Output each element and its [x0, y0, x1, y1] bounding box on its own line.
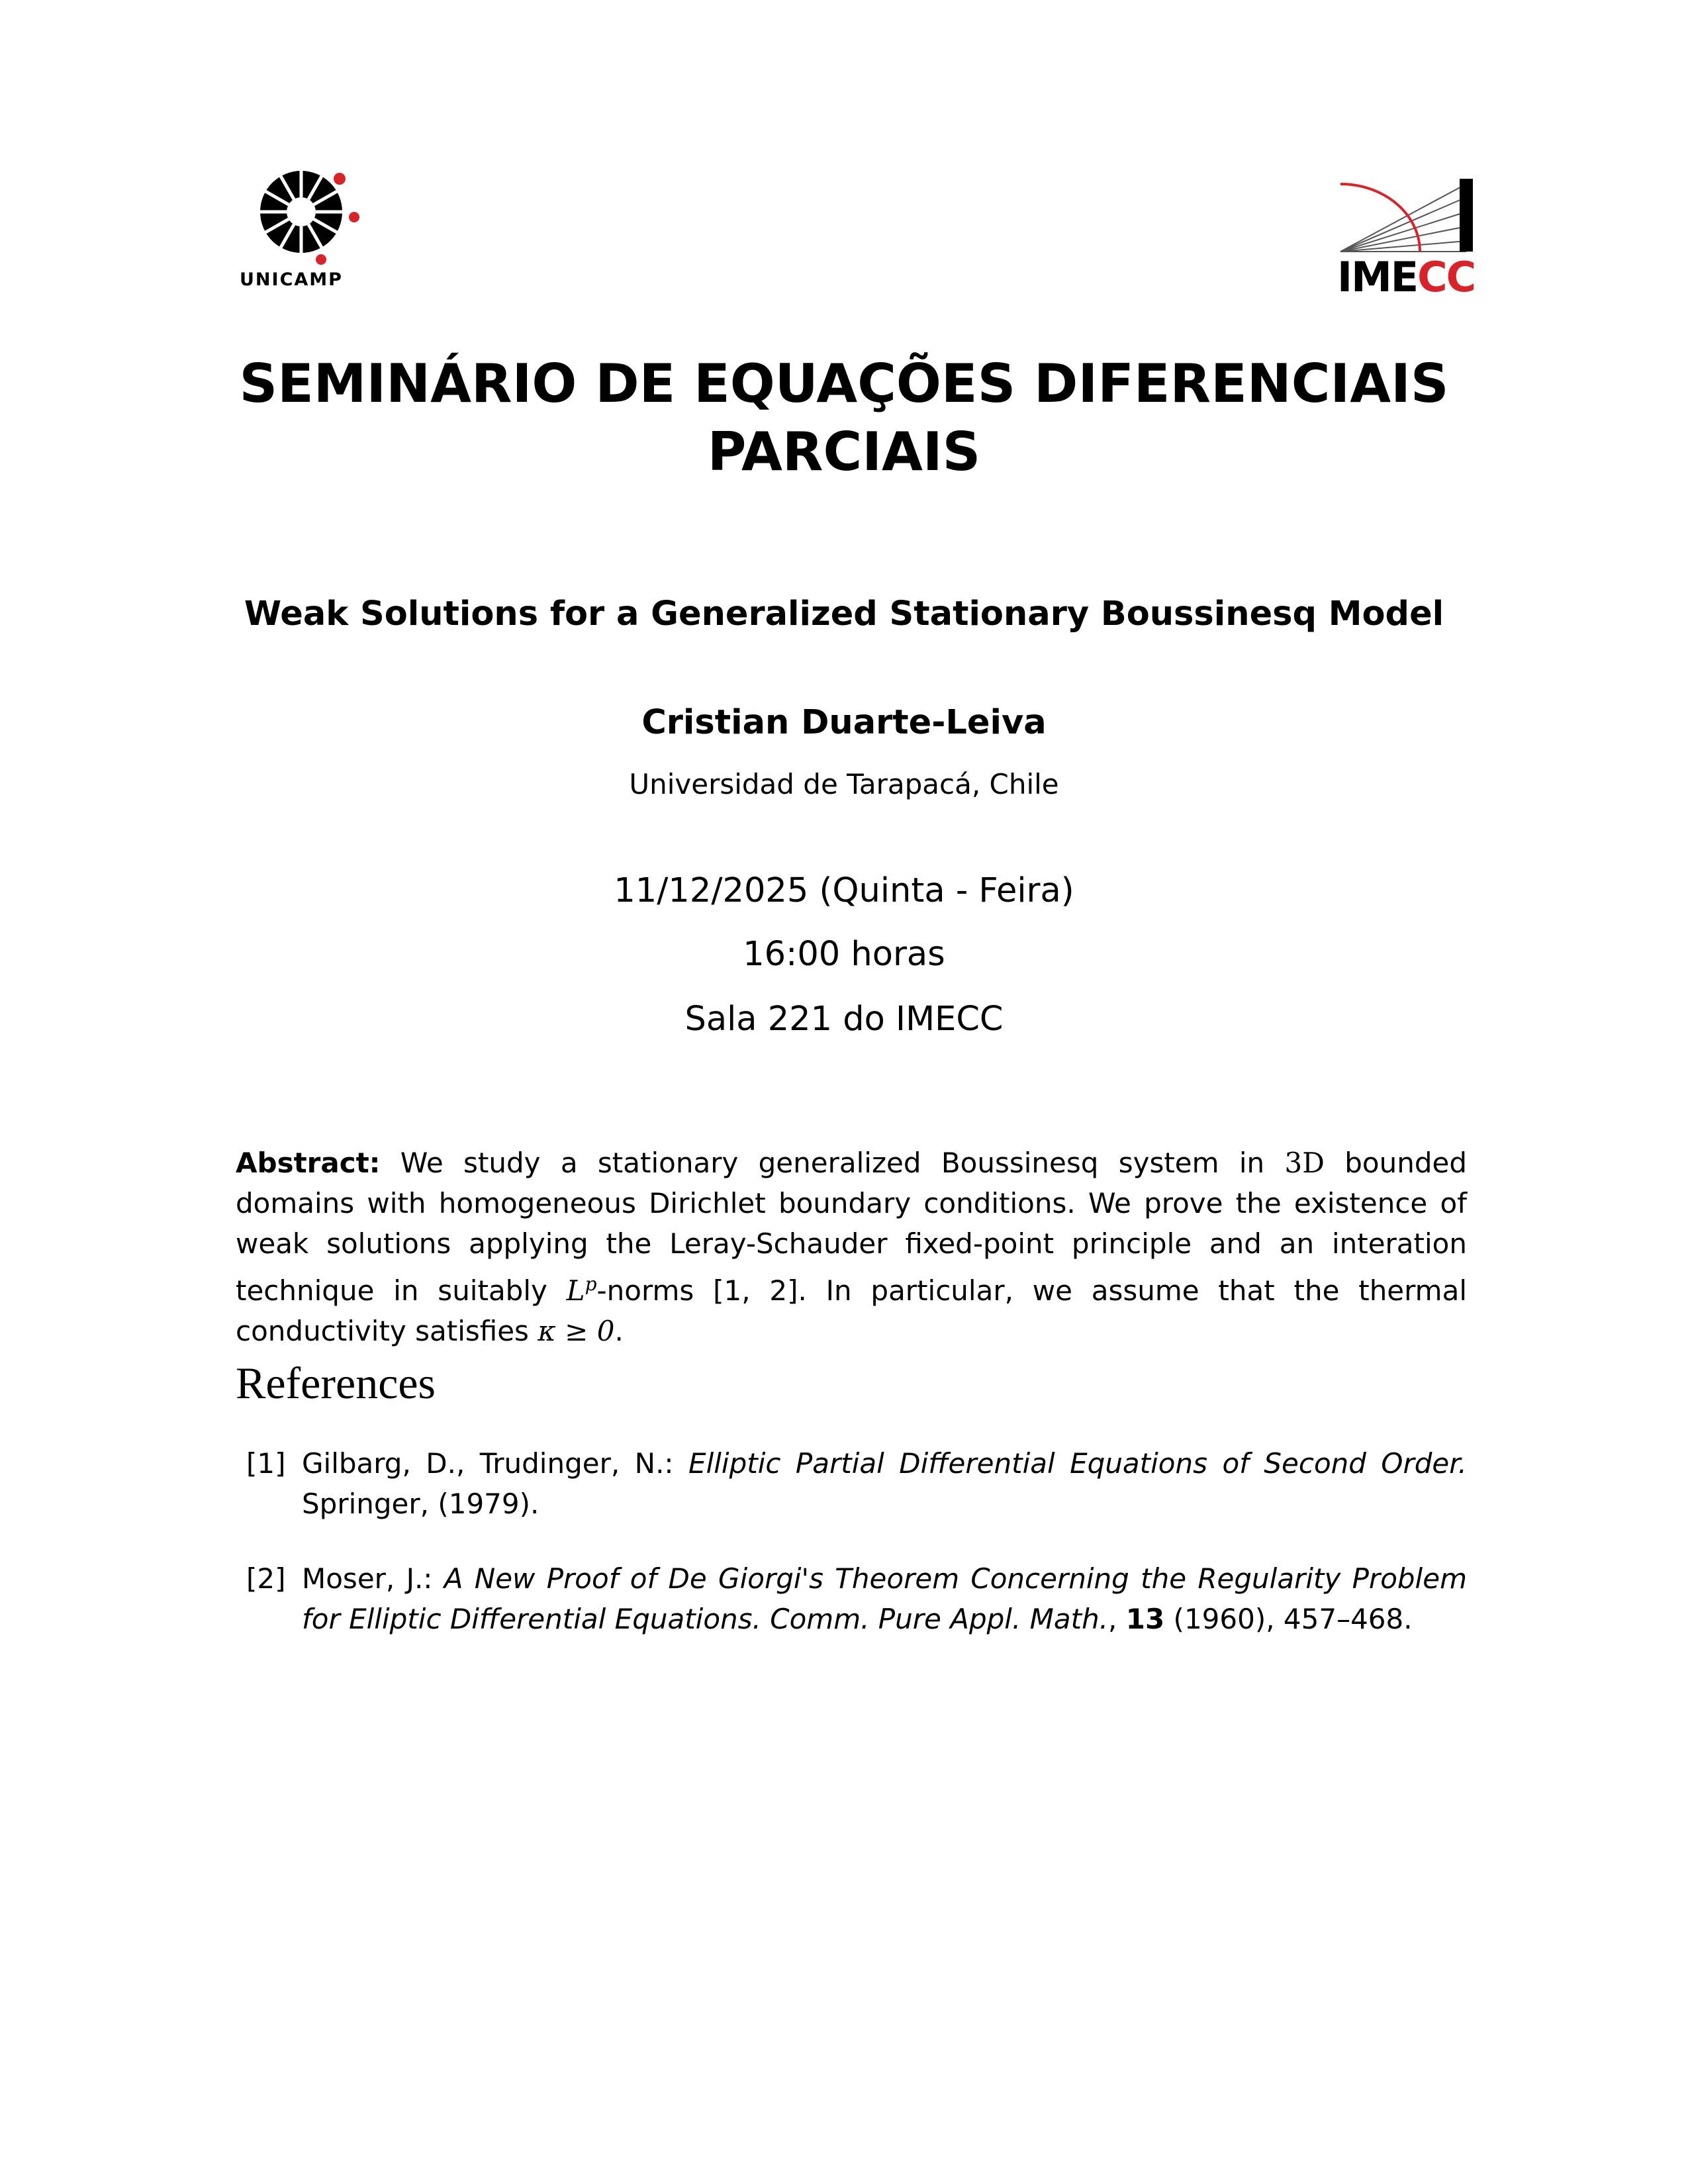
imecc-logo-text: IMECC: [1337, 253, 1476, 301]
abstract: Abstract: We study a stationary generalized Boussinesq system in 3D bounded domains with homogeneous Dirichlet boundary conditions. We prove the existence of weak solutions applying the Leray-Schauder fixed-point principle and an interation technique in suitably $L^p$-norms [1, 2]. In particular, we assume that the thermal conductivity satisfies κ ≥ 0.: [236, 1147, 1467, 1347]
seminar-title-line-1: SEMINÁRIO DE EQUAÇÕES DIFERENCIAIS: [239, 353, 1449, 414]
reference-number: [2]: [246, 1562, 286, 1595]
talk-title: Weak Solutions for a Generalized Stationary Boussinesq Model: [244, 594, 1444, 634]
reference-volume: 13: [1125, 1603, 1165, 1635]
unicamp-logo-text: UNICAMP: [240, 269, 343, 290]
event-date: 11/12/2025 (Quinta - Feira): [614, 871, 1074, 910]
seminar-title-line-2: PARCIAIS: [707, 421, 981, 483]
speaker-name: Cristian Duarte-Leiva: [641, 703, 1047, 742]
reference-item: [1] Gilbarg, D., Trudinger, N.: Elliptic Partial Differential Equations of Second Order. Springer, (1979).: [246, 1443, 1467, 1524]
abstract-label: Abstract:: [236, 1147, 381, 1179]
reference-title: Elliptic Partial Differential Equations of Second Order.: [688, 1447, 1467, 1480]
references-heading: References: [236, 1358, 436, 1408]
seminar-title: [0, 350, 1688, 486]
speaker-affiliation: Universidad de Tarapacá, Chile: [629, 768, 1059, 800]
event-room: Sala 221 do IMECC: [684, 1000, 1004, 1039]
reference-number: [1]: [246, 1447, 286, 1480]
event-time: 16:00 horas: [743, 935, 945, 974]
reference-item: [2] Moser, J.: A New Proof of De Giorgi's Theorem Concerning the Regularity Problem for Elliptic Differential Equations. Comm. Pure Appl. Math., 13 (1960), 457–468.: [246, 1558, 1467, 1639]
reference-title: A New Proof of De Giorgi's Theorem Concerning the Regularity Problem for Elliptic Differential Equations. Comm. Pure Appl. Math.: [302, 1562, 1467, 1635]
